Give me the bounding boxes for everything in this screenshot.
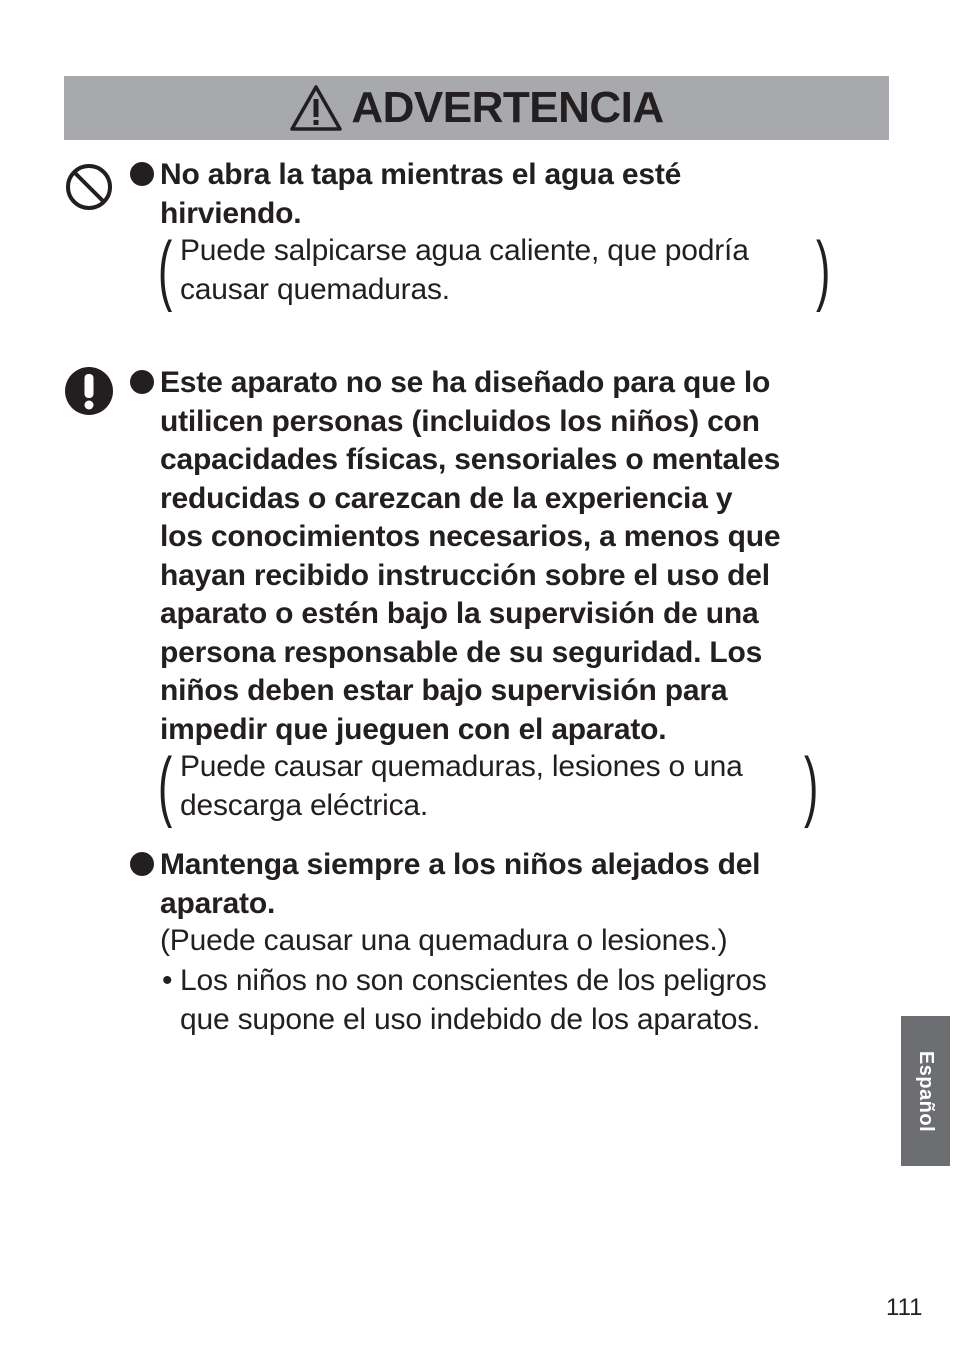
page-number: 111 xyxy=(886,1294,923,1321)
item-3-sub-bullet-line: Los niños no son conscientes de los peligros xyxy=(180,964,767,997)
item-3-sub-bullet-line: que supone el uso indebido de los aparatos. xyxy=(180,1002,761,1036)
item-1-note-text xyxy=(180,232,749,309)
item-3-heading-line: Mantenga siempre a los niños alejados del xyxy=(160,848,761,881)
item-3-heading-line: aparato. xyxy=(160,886,276,920)
item-2-heading-line: reducidas o carezcan de la experiencia y xyxy=(160,481,733,515)
item-2-note-text xyxy=(180,748,743,825)
prohibition-icon xyxy=(64,162,114,212)
close-paren: ) xyxy=(816,225,831,313)
banner-title: ADVERTENCIA xyxy=(351,83,664,132)
mandatory-exclamation-icon xyxy=(64,366,114,416)
banner-content xyxy=(289,84,663,132)
item-1-note-line: causar quemaduras. xyxy=(180,272,450,306)
item-2-note-line: Puede causar quemaduras, lesiones o una xyxy=(180,750,743,783)
item-2-heading xyxy=(160,364,860,749)
open-paren: ( xyxy=(158,741,173,829)
item-2-heading-line: Este aparato no se ha diseñado para que lo xyxy=(160,366,771,399)
sub-bullet-mark: • xyxy=(162,964,173,997)
warning-triangle-icon xyxy=(289,84,343,132)
close-paren: ) xyxy=(804,741,819,829)
item-2-heading-line: hayan recibido instrucción sobre el uso del xyxy=(160,558,770,592)
item-2-heading-line: los conocimientos necesarios, a menos que xyxy=(160,520,781,553)
item-1-heading-line: hirviendo. xyxy=(160,196,302,230)
item-3-note: (Puede causar una quemadura o lesiones.) xyxy=(160,924,728,957)
item-1-heading xyxy=(160,156,860,233)
open-paren: ( xyxy=(158,225,173,313)
item-2-heading-line: capacidades físicas, sensoriales o mentales xyxy=(160,443,781,476)
bullet-dot-icon xyxy=(130,852,154,876)
item-2-heading-line: niños deben estar bajo supervisión para xyxy=(160,674,728,707)
language-tab xyxy=(901,1016,950,1166)
item-3-heading xyxy=(160,846,860,923)
warning-banner xyxy=(64,76,889,140)
item-1-heading-line: No abra la tapa mientras el agua esté xyxy=(160,158,682,191)
language-tab-label: Español xyxy=(915,1050,938,1132)
item-2-heading-line: persona responsable de su seguridad. Los xyxy=(160,635,763,669)
item-1-note-line: Puede salpicarse agua caliente, que podría xyxy=(180,234,749,267)
item-3-sub-bullet xyxy=(180,962,767,1039)
item-2-heading-line: aparato o estén bajo la supervisión de una xyxy=(160,597,759,630)
bullet-dot-icon xyxy=(130,370,154,394)
item-2-heading-line: impedir que jueguen con el aparato. xyxy=(160,712,667,746)
bullet-dot-icon xyxy=(130,162,154,186)
item-2-note-line: descarga eléctrica. xyxy=(180,788,428,822)
item-2-heading-line: utilicen personas (incluidos los niños) con xyxy=(160,404,760,438)
